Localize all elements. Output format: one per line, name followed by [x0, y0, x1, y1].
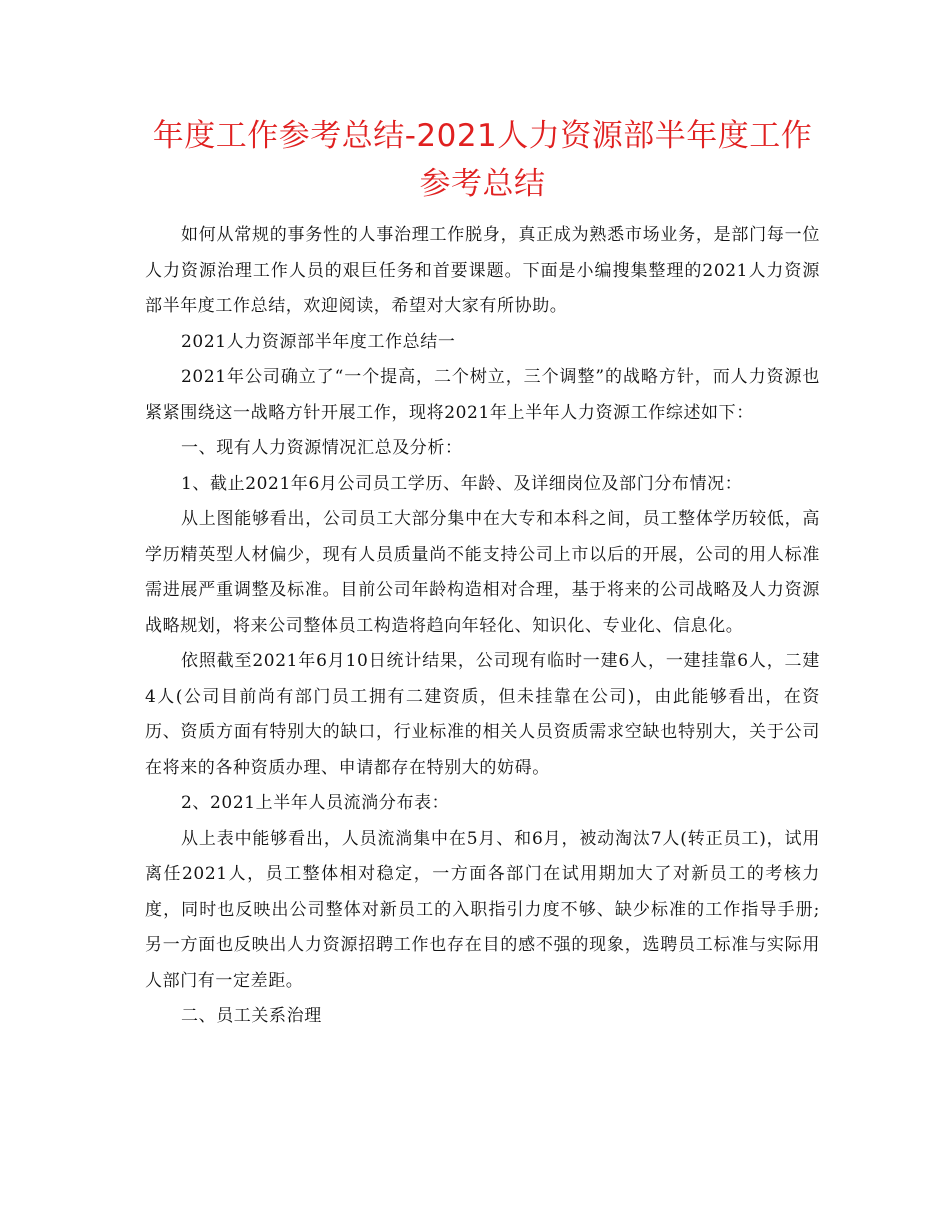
document-title	[145, 112, 820, 208]
section-heading-employee-relations: 二、员工关系治理	[181, 1006, 322, 1026]
section-heading-hr-analysis: 一、现有人力资源情况汇总及分析：	[181, 438, 463, 458]
document-body	[145, 218, 820, 1035]
section-heading-summary-one: 2021人力资源部半年度工作总结一	[181, 331, 456, 352]
subheading-distribution: 1、截止2021年6月公司员工学历、年龄、及详细岗位及部门分布情况：	[181, 473, 743, 494]
turnover-analysis-paragraph: 从上表中能够看出，人员流淌集中在5月、和6月，被动淘汰7人(转正员工)，试用离任2021人，员工整体相对稳定，一方面各部门在试用期加大了对新员工的考核力度，同时也反映出公司整体对新员工的入职指引力度不够、缺少标准的工作指导手册;另一方面也反映出人力资源招聘工作也存在目的感不强的现象，选聘员工标准与实际用人部门有一定差距。	[145, 828, 820, 991]
qualification-paragraph: 依照截至2021年6月10日统计结果，公司现有临时一建6人，一建挂靠6人，二建4人(公司目前尚有部门员工拥有二建资质，但未挂靠在公司)，由此能够看出，在资历、资质方面有特别大的缺口，行业标准的相关人员资质需求空缺也特别大，关于公司在将来的各种资质办理、申请都存在特别大的妨碍。	[145, 651, 820, 778]
title-line-1: 年度工作参考总结-2021人力资源部半年度工作	[152, 118, 813, 154]
subheading-turnover: 2、2021上半年人员流淌分布表：	[181, 793, 450, 813]
strategy-paragraph: 2021年公司确立了“一个提高，二个树立，三个调整”的战略方针，而人力资源也紧紧围绕这一战略方针开展工作，现将2021年上半年人力资源工作综述如下：	[145, 367, 820, 423]
title-line-2: 参考总结	[419, 166, 546, 202]
education-analysis-paragraph: 从上图能够看出，公司员工大部分集中在大专和本科之间，员工整体学历较低，高学历精英型人材偏少，现有人员质量尚不能支持公司上市以后的开展，公司的用人标准需进展严重调整及标准。目前公司年龄构造相对合理，基于将来的公司战略及人力资源战略规划，将来公司整体员工构造将趋向年轻化、知识化、专业化、信息化。	[145, 509, 820, 636]
intro-paragraph: 如何从常规的事务性的人事治理工作脱身，真正成为熟悉市场业务，是部门每一位人力资源治理工作人员的艰巨任务和首要课题。下面是小编搜集整理的2021人力资源部半年度工作总结，欢迎阅读，希望对大家有所协助。	[145, 225, 820, 316]
